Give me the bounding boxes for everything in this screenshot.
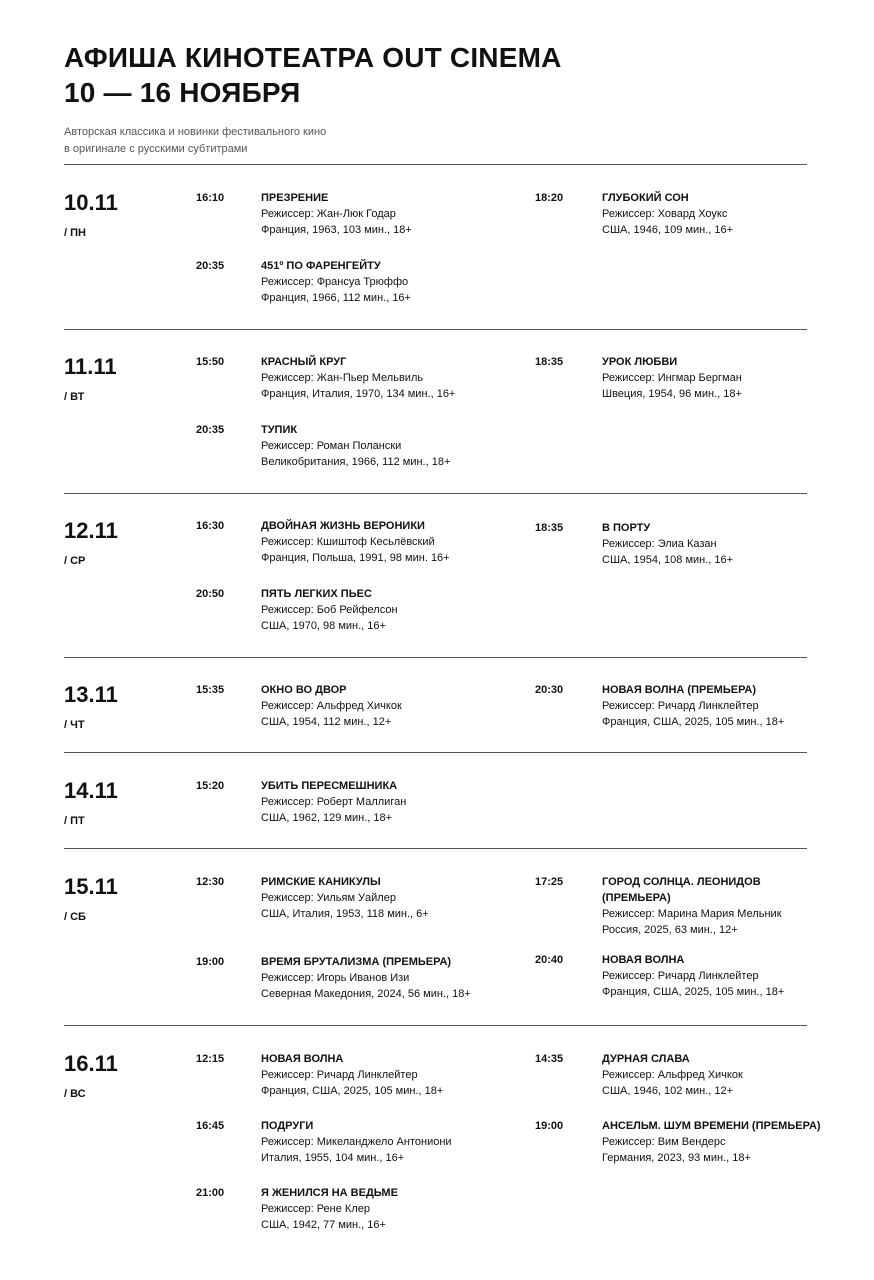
day-date: 14.11 bbox=[64, 778, 118, 803]
film-director: Режиссер: Кшиштоф Кесьлёвский bbox=[261, 536, 435, 548]
page-title bbox=[64, 40, 562, 110]
film-director: Режиссер: Вим Вендерс bbox=[602, 1136, 726, 1148]
film-director: Режиссер: Альфред Хичкок bbox=[602, 1069, 743, 1081]
film-details: Франция, США, 2025, 105 мин., 18+ bbox=[602, 716, 785, 728]
subtitle-line: Авторская классика и новинки фестивального кино bbox=[64, 126, 327, 138]
film-director: Режиссер: Марина Мария Мельник bbox=[602, 908, 782, 920]
film-title: УРОК ЛЮБВИ bbox=[602, 356, 678, 368]
film-title: ПРЕЗРЕНИЕ bbox=[261, 192, 329, 204]
screening-time: 19:00 bbox=[196, 956, 225, 968]
film-director: Режиссер: Уильям Уайлер bbox=[261, 892, 396, 904]
film-director: Режиссер: Ингмар Бергман bbox=[602, 372, 742, 384]
film-director: Режиссер: Жан-Люк Годар bbox=[261, 208, 396, 220]
screening-time: 20:35 bbox=[196, 424, 225, 436]
film-details: Франция, 1966, 112 мин., 16+ bbox=[261, 292, 411, 304]
screening-time: 16:30 bbox=[196, 520, 225, 532]
film-director: Режиссер: Роман Полански bbox=[261, 440, 402, 452]
film-details: США, 1954, 112 мин., 12+ bbox=[261, 716, 392, 728]
film-director: Режиссер: Микеланджело Антониони bbox=[261, 1136, 452, 1148]
film-title: КРАСНЫЙ КРУГ bbox=[261, 356, 347, 368]
page-subtitle bbox=[64, 124, 326, 158]
day-weekday: / ВС bbox=[64, 1088, 86, 1100]
screening-time: 18:35 bbox=[535, 522, 564, 534]
film-title: ДУРНАЯ СЛАВА bbox=[602, 1053, 690, 1065]
film-details: США, 1954, 108 мин., 16+ bbox=[602, 554, 734, 566]
film-details: США, 1946, 109 мин., 16+ bbox=[602, 224, 734, 236]
day-divider bbox=[64, 848, 807, 849]
film-details: Северная Македония, 2024, 56 мин., 18+ bbox=[261, 988, 471, 1000]
film-details: Франция, Польша, 1991, 98 мин. 16+ bbox=[261, 552, 450, 564]
film-title: УБИТЬ ПЕРЕСМЕШНИКА bbox=[261, 780, 398, 792]
film-director: Режиссер: Рене Клер bbox=[261, 1203, 370, 1215]
screening-time: 18:20 bbox=[535, 192, 564, 204]
screening-time: 16:45 bbox=[196, 1120, 225, 1132]
header-divider bbox=[64, 164, 807, 165]
film-details: США, 1970, 98 мин., 16+ bbox=[261, 620, 386, 632]
film-title: 451º ПО ФАРЕНГЕЙТУ bbox=[261, 260, 381, 272]
day-weekday: / ЧТ bbox=[64, 719, 85, 731]
film-title: ОКНО ВО ДВОР bbox=[261, 684, 347, 696]
day-weekday: / ПН bbox=[64, 227, 86, 239]
film-director: Режиссер: Ричард Линклейтер bbox=[602, 700, 759, 712]
film-director: Режиссер: Роберт Маллиган bbox=[261, 796, 407, 808]
film-details: Великобритания, 1966, 112 мин., 18+ bbox=[261, 456, 451, 468]
title-line: АФИША КИНОТЕАТРА OUT CINEMA bbox=[64, 42, 562, 73]
day-date: 13.11 bbox=[64, 682, 118, 707]
subtitle-line: в оригинале с русскими субтитрами bbox=[64, 143, 248, 155]
film-details: Франция, Италия, 1970, 134 мин., 16+ bbox=[261, 388, 456, 400]
day-weekday: / ПТ bbox=[64, 815, 85, 827]
film-details: США, 1962, 129 мин., 18+ bbox=[261, 812, 393, 824]
screening-time: 21:00 bbox=[196, 1187, 225, 1199]
screening-time: 12:30 bbox=[196, 876, 225, 888]
film-details: Франция, США, 2025, 105 мин., 18+ bbox=[261, 1085, 444, 1097]
day-date: 12.11 bbox=[64, 518, 118, 543]
screening-time: 20:50 bbox=[196, 588, 225, 600]
film-title: НОВАЯ ВОЛНА bbox=[602, 954, 685, 966]
day-date: 16.11 bbox=[64, 1051, 118, 1076]
day-date: 15.11 bbox=[64, 874, 118, 899]
film-title: ДВОЙНАЯ ЖИЗНЬ ВЕРОНИКИ bbox=[261, 520, 425, 532]
screening-time: 15:20 bbox=[196, 780, 225, 792]
film-title: ТУПИК bbox=[261, 424, 298, 436]
film-details: Франция, 1963, 103 мин., 18+ bbox=[261, 224, 412, 236]
film-title: АНСЕЛЬМ. ШУМ ВРЕМЕНИ (ПРЕМЬЕРА) bbox=[602, 1120, 821, 1132]
title-line: 10 — 16 НОЯБРЯ bbox=[64, 77, 301, 108]
film-details: Германия, 2023, 93 мин., 18+ bbox=[602, 1152, 751, 1164]
screening-time: 20:40 bbox=[535, 954, 564, 966]
screening-time: 18:35 bbox=[535, 356, 564, 368]
film-title: ПОДРУГИ bbox=[261, 1120, 314, 1132]
film-director: Режиссер: Игорь Иванов Изи bbox=[261, 972, 410, 984]
film-director: Режиссер: Ховард Хоукс bbox=[602, 208, 728, 220]
day-divider bbox=[64, 493, 807, 494]
screening-time: 16:10 bbox=[196, 192, 225, 204]
film-title: В ПОРТУ bbox=[602, 522, 651, 534]
film-title: НОВАЯ ВОЛНА bbox=[261, 1053, 344, 1065]
film-title: НОВАЯ ВОЛНА (ПРЕМЬЕРА) bbox=[602, 684, 757, 696]
screening-time: 20:35 bbox=[196, 260, 225, 272]
screening-time: 15:50 bbox=[196, 356, 225, 368]
film-details: США, 1946, 102 мин., 12+ bbox=[602, 1085, 734, 1097]
screening-time: 12:15 bbox=[196, 1053, 225, 1065]
day-divider bbox=[64, 657, 807, 658]
film-director: Режиссер: Жан-Пьер Мельвиль bbox=[261, 372, 424, 384]
screening-time: 19:00 bbox=[535, 1120, 564, 1132]
day-divider bbox=[64, 329, 807, 330]
film-title: ГЛУБОКИЙ СОН bbox=[602, 192, 689, 204]
film-director: Режиссер: Боб Рейфелсон bbox=[261, 604, 398, 616]
day-weekday: / ВТ bbox=[64, 391, 85, 403]
film-details: Франция, США, 2025, 105 мин., 18+ bbox=[602, 986, 785, 998]
film-director: Режиссер: Элиа Казан bbox=[602, 538, 717, 550]
film-title: ГОРОД СОЛНЦА. ЛЕОНИДОВ (ПРЕМЬЕРА) bbox=[602, 876, 761, 904]
day-weekday: / СР bbox=[64, 555, 86, 567]
screening-time: 15:35 bbox=[196, 684, 225, 696]
film-details: США, Италия, 1953, 118 мин., 6+ bbox=[261, 908, 429, 920]
film-details: США, 1942, 77 мин., 16+ bbox=[261, 1219, 386, 1231]
film-director: Режиссер: Ричард Линклейтер bbox=[261, 1069, 418, 1081]
day-date: 11.11 bbox=[64, 354, 117, 379]
day-divider bbox=[64, 752, 807, 753]
film-director: Режиссер: Альфред Хичкок bbox=[261, 700, 402, 712]
film-title: РИМСКИЕ КАНИКУЛЫ bbox=[261, 876, 381, 888]
day-weekday: / СБ bbox=[64, 911, 86, 923]
film-details: Россия, 2025, 63 мин., 12+ bbox=[602, 924, 738, 936]
screening-time: 14:35 bbox=[535, 1053, 564, 1065]
film-title: Я ЖЕНИЛСЯ НА ВЕДЬМЕ bbox=[261, 1187, 398, 1199]
film-director: Режиссер: Франсуа Трюффо bbox=[261, 276, 409, 288]
screening-time: 17:25 bbox=[535, 876, 564, 888]
day-divider bbox=[64, 1025, 807, 1026]
film-director: Режиссер: Ричард Линклейтер bbox=[602, 970, 759, 982]
film-title: ПЯТЬ ЛЕГКИХ ПЬЕС bbox=[261, 588, 372, 600]
screening-time: 20:30 bbox=[535, 684, 564, 696]
film-details: Швеция, 1954, 96 мин., 18+ bbox=[602, 388, 742, 400]
film-details: Италия, 1955, 104 мин., 16+ bbox=[261, 1152, 405, 1164]
day-date: 10.11 bbox=[64, 190, 118, 215]
film-title: ВРЕМЯ БРУТАЛИЗМА (ПРЕМЬЕРА) bbox=[261, 956, 452, 968]
